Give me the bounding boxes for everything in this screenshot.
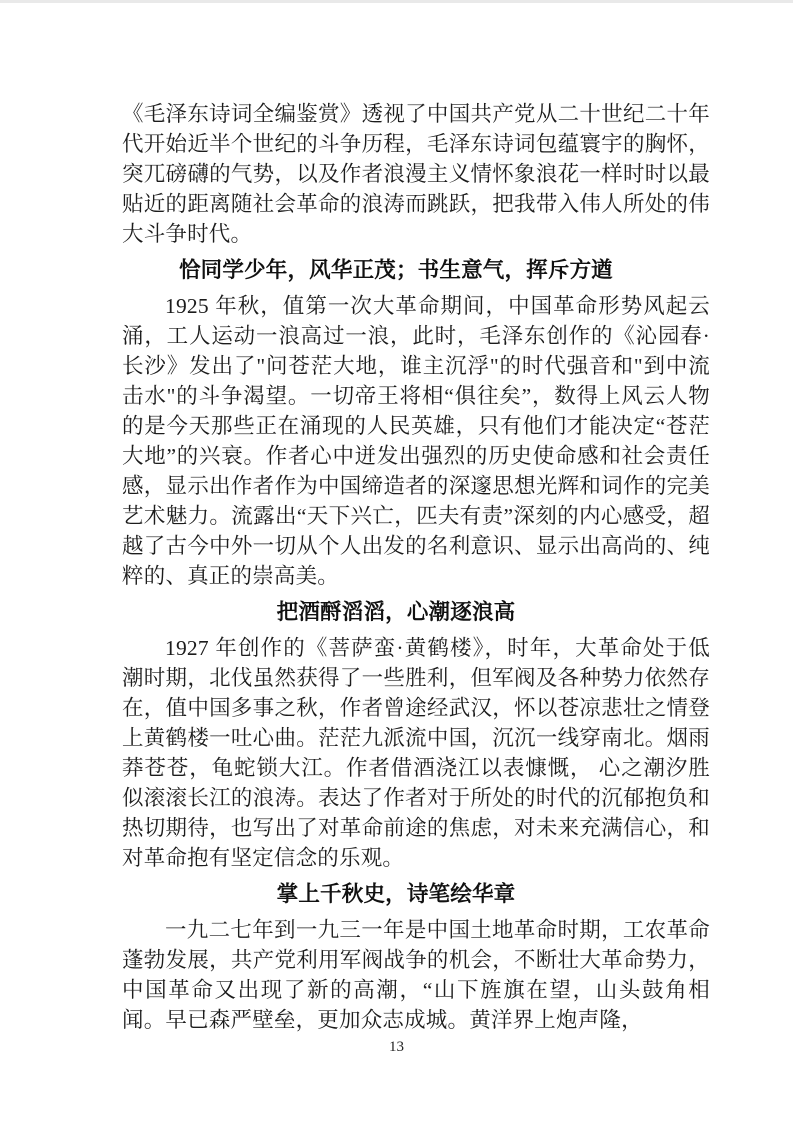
- page-number: 13: [389, 1039, 404, 1055]
- body-paragraph-3: 1927 年创作的《菩萨蛮·黄鹤楼》，时年，大革命处于低潮时期，北伐虽然获得了一些胜利，但军阀及各种势力依然存在，值中国多事之秋，作者曾途经武汉，怀以苍凉悲壮之情登上黄鹤楼一吐心曲。茫茫九派流中国，沉沉一线穿南北。烟雨莽苍苍，龟蛇锁大江。作者借酒浇江以表慷慨， 心之潮汐胜似滚滚长江的浪涛。表达了作者对于所处的时代的沉郁抱负和热切期待，也写出了对革命前途的焦虑，对未来充满信心，和对革命抱有坚定信念的乐观。: [122, 636, 710, 870]
- body-paragraph-1: 《毛泽东诗词全编鉴赏》透视了中国共产党从二十世纪二十年代开始近半个世纪的斗争历程，毛泽东诗词包蕴寰宇的胸怀，突兀磅礴的气势，以及作者浪漫主义情怀象浪花一样时时以最贴近的距离随社会革命的浪涛而跳跃，把我带入伟人所处的伟大斗争时代。: [122, 102, 710, 246]
- text-area: [122, 99, 710, 1035]
- section-heading-3: 掌上千秋史，诗笔绘华章: [276, 882, 516, 906]
- body-paragraph-4: 一九二七年到一九三一年是中国土地革命时期，工农革命蓬勃发展，共产党利用军阀战争的机会，不断壮大革命势力，中国革命又出现了新的高潮，“山下旌旗在望，山头鼓角相闻。早已森严壁垒，更加众志成城。黄洋界上炮声隆，: [122, 918, 710, 1032]
- section-heading-1: 恰同学少年，风华正茂；书生意气，挥斥方遒: [178, 258, 613, 282]
- body-paragraph-2: 1925 年秋，值第一次大革命期间，中国革命形势风起云涌，工人运动一浪高过一浪，此时，毛泽东创作的《沁园春·长沙》发出了"问苍茫大地，谁主沉浮"的时代强音和"到中流击水"的斗争渴望。一切帝王将相“俱往矣”，数得上风云人物的是今天那些正在涌现的人民英雄，只有他们才能决定“苍茫大地”的兴衰。作者心中迸发出强烈的历史使命感和社会责任感，显示出作者作为中国缔造者的深邃思想光辉和词作的完美艺术魅力。流露出“天下兴亡，匹夫有责”深刻的内心感受，超越了古今中外一切从个人出发的名利意识、显示出高尚的、纯粹的、真正的崇高美。: [122, 294, 710, 588]
- section-heading-2: 把酒酹滔滔，心潮逐浪高: [276, 600, 516, 624]
